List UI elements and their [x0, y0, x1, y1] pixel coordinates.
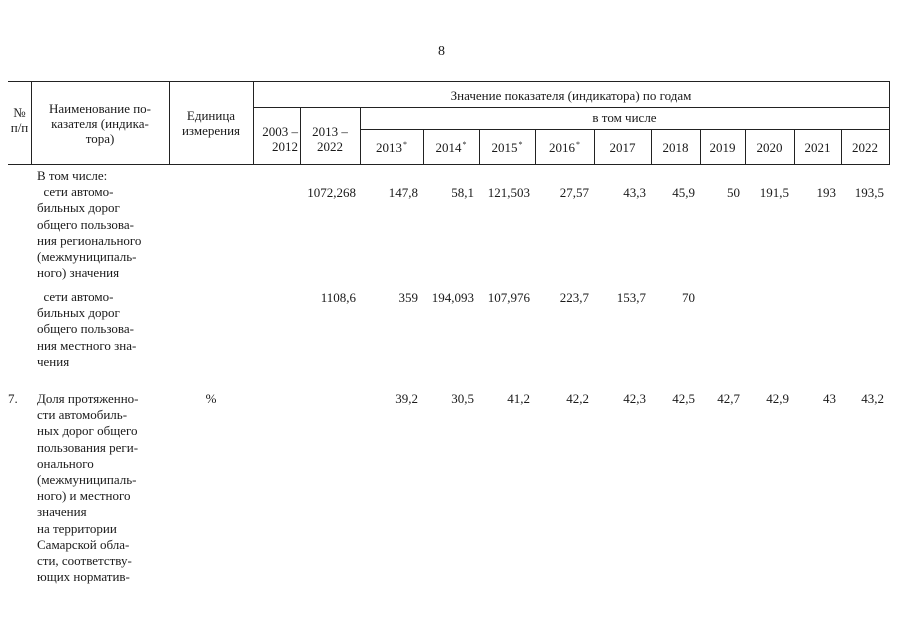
row-name-line: ных дорог общего	[37, 423, 138, 439]
header-period-2: 2013 – 2022	[312, 124, 348, 154]
cell-2017: 153,7	[616, 290, 646, 305]
row-name-line: ния местного зна-	[37, 337, 137, 353]
year-header-2014	[423, 140, 479, 156]
cell-2013: 147,8	[388, 185, 418, 200]
footnote-mark: *	[403, 140, 407, 149]
header-name: Наименование по- казателя (индика- тора)	[48, 101, 152, 146]
row-name-line: В том числе:	[37, 168, 108, 183]
page-number: 8	[438, 44, 445, 59]
row-name-line: общего пользова-	[37, 321, 134, 337]
row-name-line: ного) и местного	[37, 488, 131, 504]
cell-2020: 42,9	[766, 391, 789, 406]
year-label: 2019	[709, 140, 736, 155]
row-name-line: бильных дорог	[37, 305, 120, 321]
cell-2022: 43,2	[861, 391, 884, 406]
row-name	[37, 391, 139, 585]
cell-2016: 42,2	[566, 391, 589, 406]
year-header-2016	[535, 140, 594, 156]
row-name	[37, 168, 141, 281]
row-name-line: чения	[37, 353, 70, 369]
year-label: 2013	[376, 140, 402, 155]
cell-2018: 45,9	[672, 185, 695, 200]
header-group-divider	[253, 107, 889, 108]
footnote-mark: *	[518, 140, 523, 149]
row-name-line: (межмуниципаль-	[37, 472, 137, 488]
cell-2021: 193	[816, 185, 836, 200]
row-name-line: Самарской обла-	[37, 536, 130, 552]
cell-2015: 41,2	[507, 391, 530, 406]
row-name-line: бильных дорог	[37, 200, 120, 216]
row-period-2-value: 1108,6	[320, 290, 356, 305]
header-value-group: Значение показателя (индикатора) по годам	[450, 88, 692, 103]
year-header-2017	[594, 140, 651, 156]
year-label: 2017	[609, 140, 636, 155]
year-label: 2018	[662, 140, 689, 155]
cell-2019: 50	[727, 185, 740, 200]
year-label: 2022	[852, 140, 878, 155]
cell-2016: 27,57	[559, 185, 589, 200]
row-period-2-value: 1072,268	[307, 185, 356, 200]
year-label: 2014	[435, 140, 462, 155]
row-name-line: сти автомобиль-	[37, 407, 128, 423]
cell-2022: 193,5	[854, 185, 884, 200]
cell-2018: 42,5	[672, 391, 695, 406]
header-incl: в том числе	[592, 110, 657, 125]
header-unit: Единица измерения	[181, 108, 241, 138]
row-name-line: ющих норматив-	[37, 569, 130, 585]
cell-2016: 223,7	[559, 290, 589, 305]
year-header-2022	[841, 140, 889, 156]
row-name-line: ного) значения	[37, 265, 120, 281]
year-header-2018	[651, 140, 700, 156]
year-label: 2020	[756, 140, 783, 155]
header-num: № п/п	[10, 105, 29, 135]
year-label: 2016	[549, 140, 575, 155]
row-name-line: онального	[37, 455, 94, 471]
row-name-line: общего пользова-	[37, 216, 134, 232]
row-name-line: на территории	[37, 520, 117, 536]
year-header-2020	[745, 140, 794, 156]
footnote-mark: *	[576, 140, 580, 149]
cell-2013: 359	[398, 290, 418, 305]
row-name-line: значения	[37, 504, 87, 520]
cell-2014: 58,1	[451, 185, 474, 200]
cell-2015: 107,976	[487, 290, 530, 305]
cell-2013: 39,2	[395, 391, 418, 406]
year-header-2019	[700, 140, 745, 156]
year-header-2021	[794, 140, 841, 156]
row-name-line: сти, соответству-	[37, 553, 132, 569]
cell-2017: 42,3	[623, 391, 646, 406]
cell-2021: 43	[823, 391, 836, 406]
row-name-line: ния регионального	[37, 232, 142, 248]
cell-2017: 43,3	[623, 185, 646, 200]
row-unit: %	[205, 391, 217, 406]
footnote-mark: *	[462, 140, 467, 149]
row-name	[37, 289, 136, 370]
cell-2018: 70	[682, 290, 695, 305]
year-label: 2021	[804, 140, 831, 155]
row-name-line: (межмуниципаль-	[37, 249, 137, 265]
year-header-2013	[360, 140, 423, 156]
row-name-line: Доля протяженно-	[37, 391, 139, 406]
cell-2019: 42,7	[717, 391, 740, 406]
row-name-line: пользования реги-	[37, 439, 139, 455]
cell-2014: 194,093	[431, 290, 474, 305]
col-divider	[889, 81, 890, 165]
header-top-border	[8, 81, 889, 82]
row-number: 7.	[8, 391, 18, 406]
year-header-2015	[479, 140, 535, 156]
header-incl-divider	[360, 129, 889, 130]
row-name-line: сети автомо-	[37, 289, 114, 304]
cell-2014: 30,5	[451, 391, 474, 406]
row-name-line: сети автомо-	[37, 184, 114, 200]
header-bottom-border	[8, 164, 889, 165]
cell-2015: 121,503	[487, 185, 530, 200]
year-label: 2015	[491, 140, 518, 155]
header-period-1: 2003 – 2012	[262, 124, 298, 154]
cell-2020: 191,5	[759, 185, 789, 200]
